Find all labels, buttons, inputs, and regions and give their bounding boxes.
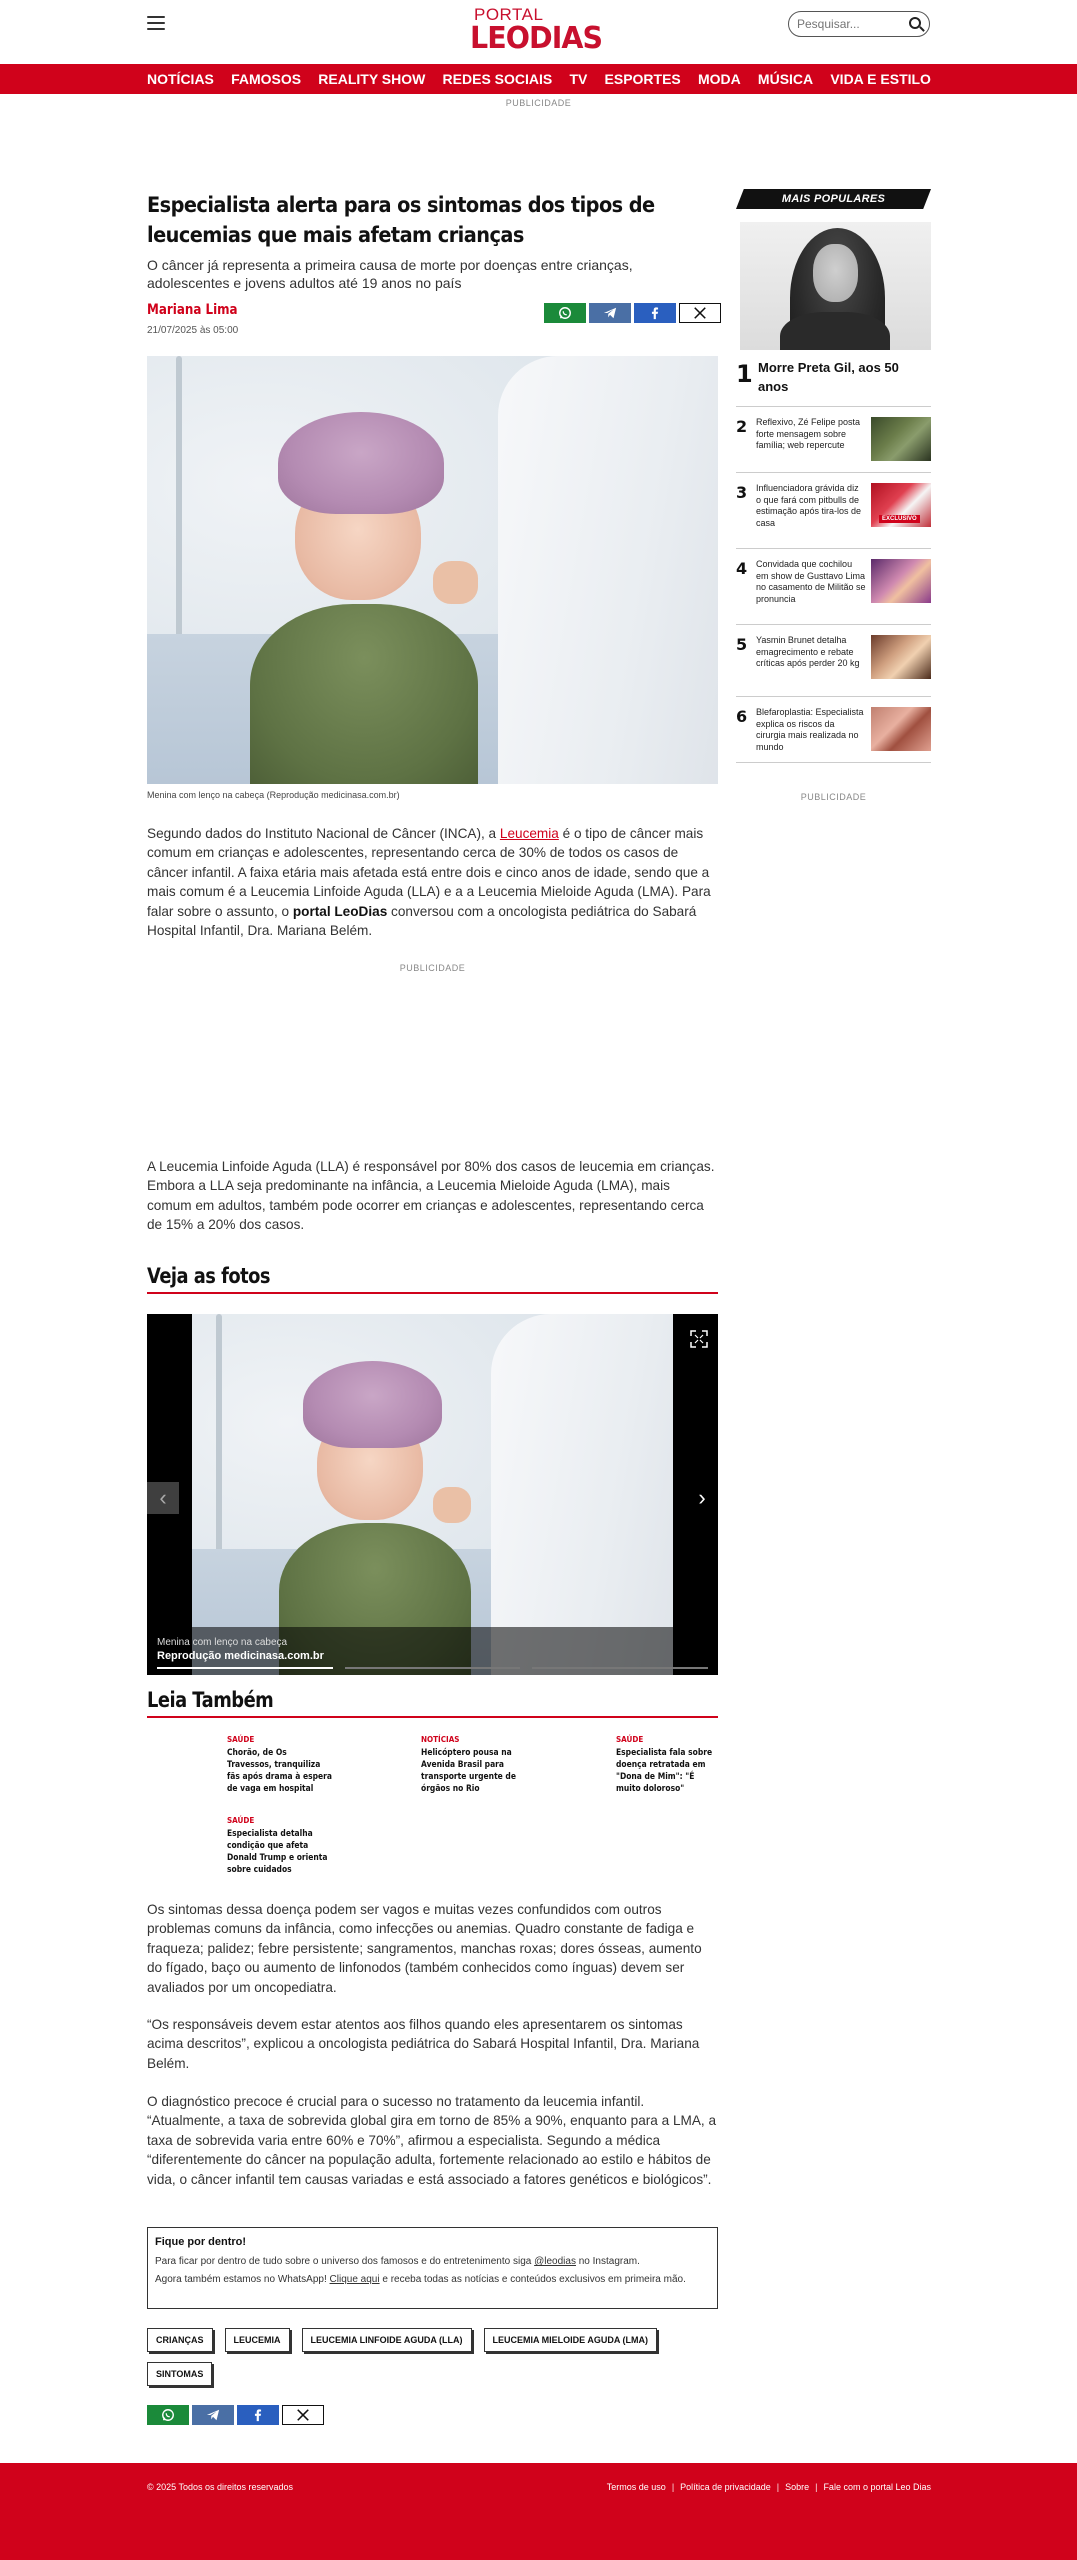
search-box[interactable] — [788, 11, 930, 37]
related-title[interactable]: Especialista detalha condição que afeta Donald Trump e orienta sobre cuidados — [227, 1829, 328, 1875]
footer-copyright: © 2025 Todos os direitos reservados — [147, 2482, 294, 2492]
rank-number: 6 — [736, 707, 748, 726]
nav-item-musica[interactable]: MÚSICA — [757, 71, 814, 87]
logo-small-text: PORTAL — [474, 5, 544, 24]
facebook-share-button[interactable] — [237, 2405, 279, 2425]
p1-text-a: Segundo dados do Instituto Nacional de Câncer (INCA), a — [147, 826, 500, 841]
article-title: Especialista alerta para os sintomas dos tipos de leucemias que mais afetam crianças — [147, 193, 655, 247]
photo-gallery[interactable] — [147, 1314, 718, 1675]
gallery-caption-line1: Menina com lenço na cabeça — [157, 1637, 288, 1648]
popular-thumbnail[interactable] — [871, 635, 931, 679]
site-logo[interactable] — [470, 6, 610, 56]
article-subtitle: O câncer já representa a primeira causa de morte por doenças entre crianças, adolescentes e jovens adultos até 19 anos no país — [147, 257, 633, 291]
gallery-prev-button[interactable] — [147, 1482, 179, 1514]
nav-item-reality-show[interactable]: REALITY SHOW — [318, 71, 426, 87]
related-category: NOTÍCIAS — [421, 1735, 460, 1744]
leucemia-link[interactable]: Leucemia — [499, 826, 559, 841]
popular-thumbnail[interactable] — [871, 483, 931, 527]
rank-number: 5 — [736, 635, 748, 654]
gallery-title-text: Veja as fotos — [147, 1264, 271, 1288]
article-paragraph-4: “Os responsáveis devem estar atentos aos filhos quando eles apresentarem os sintomas acima descritos”, explicou a oncologista pediátrica do Sabará Hospital Infantil, Dra. Mariana Belém. — [147, 2017, 700, 2071]
ad-label-mid: PUBLICIDADE — [399, 963, 466, 973]
tag-lma[interactable]: LEUCEMIA MIELOIDE AGUDA (LMA) — [484, 2328, 658, 2352]
search-icon[interactable] — [909, 17, 921, 29]
facebook-icon — [648, 306, 662, 320]
footer-separator: | — [671, 2482, 675, 2492]
popular-item-1[interactable] — [736, 358, 931, 404]
follow-box-line2 — [155, 2273, 710, 2286]
popular-thumbnail[interactable] — [871, 707, 931, 751]
related-article[interactable] — [227, 1816, 337, 1876]
ad-label-sidebar: PUBLICIDADE — [800, 792, 867, 802]
footer-link-sobre[interactable]: Sobre — [785, 2482, 810, 2492]
footer-separator: | — [776, 2482, 780, 2492]
popular-item-6[interactable] — [736, 696, 931, 758]
mais-populares-title: MAIS POPULARES — [781, 193, 886, 205]
article-hero-image[interactable] — [147, 356, 718, 784]
related-article[interactable] — [616, 1735, 726, 1795]
gallery-next-button[interactable] — [686, 1482, 718, 1514]
main-nav — [0, 64, 1077, 94]
telegram-icon — [206, 2408, 220, 2422]
gallery-indicator[interactable] — [157, 1667, 333, 1669]
instagram-link[interactable]: @leodias — [534, 2256, 576, 2267]
ad-label-top: PUBLICIDADE — [505, 98, 572, 108]
nav-item-vida-e-estilo[interactable]: VIDA E ESTILO — [830, 71, 931, 87]
chevron-left-icon: ‹ — [159, 1485, 167, 1510]
article-paragraph-5: O diagnóstico precoce é crucial para o sucesso no tratamento da leucemia infantil. “Atualmente, a taxa de sobrevida global gira em torno de 85% a 90%, enquanto para a LMA, a taxa de sobrevida varia entre 60% e 70%”, afirmou a especialista. Segundo a médica “diferentemente do câncer na população adulta, fortemente relacionado ao estilo e hábitos de vida, o câncer infantil tem causas variadas e está associado a fatores genéticos e biológicos”. — [147, 2094, 717, 2187]
article-paragraph-2: A Leucemia Linfoide Aguda (LLA) é responsável por 80% dos casos de leucemia em crianças. Embora a LLA seja predominante na infância, a Leucemia Mieloide Aguda (LMA), mais comum em adultos, também pode ocorrer em crianças e adolescentes, representando cerca de 15% a 20% dos casos. — [147, 1159, 715, 1233]
mais-populares-header — [736, 189, 931, 209]
footer-link-termos[interactable]: Termos de uso — [606, 2482, 666, 2492]
footer-link-fale-conosco[interactable]: Fale com o portal Leo Dias — [823, 2482, 931, 2492]
popular-item-3[interactable] — [736, 472, 931, 534]
telegram-share-button[interactable] — [589, 303, 631, 323]
nav-item-tv[interactable]: TV — [569, 71, 588, 87]
menu-icon[interactable] — [147, 16, 165, 30]
nav-item-esportes[interactable]: ESPORTES — [604, 71, 681, 87]
whatsapp-share-button[interactable] — [147, 2405, 189, 2425]
article-paragraph-3: Os sintomas dessa doença podem ser vagos e muitas vezes confundidos com outros problemas comuns da infância, como infecções ou anemias. Quadro constante de fadiga e fraqueza; palidez; febre persistente; sangramentos, manchas roxas; dores ósseas, aumento do fígado, baço ou aumento de linfonodos (também conhecidos como ínguas) devem ser avaliados por um oncopediatra. — [147, 1902, 702, 1995]
popular-item-4[interactable] — [736, 548, 931, 610]
popular-item-2[interactable] — [736, 406, 931, 468]
rank-number: 2 — [736, 417, 748, 436]
exclusive-badge: EXCLUSIVO — [879, 515, 920, 523]
related-title[interactable]: Helicóptero pousa na Avenida Brasil para transporte urgente de órgãos no Rio — [421, 1748, 516, 1794]
logo-big-text: LEODIAS — [470, 21, 603, 56]
share-bar-bottom — [147, 2405, 324, 2425]
popular-thumbnail[interactable] — [871, 417, 931, 461]
popular-title[interactable]: Influenciadora grávida diz o que fará com pitbulls de estimação após tira-los de casa — [756, 483, 862, 528]
x-share-button[interactable] — [282, 2405, 324, 2425]
p1-bold: portal LeoDias — [292, 903, 388, 919]
child-photo — [147, 356, 718, 784]
x-icon — [693, 306, 707, 320]
footer-separator: | — [815, 2482, 818, 2492]
related-title[interactable]: Chorão, de Os Travessos, tranquiliza fãs após drama à espera de vaga em hospital — [227, 1748, 332, 1794]
follow-text: Para ficar por dentro de tudo sobre o universo dos famosos e do entretenimento siga — [155, 2256, 535, 2267]
whatsapp-icon — [558, 306, 572, 320]
gallery-indicator[interactable] — [345, 1667, 521, 1669]
article-paragraph-1 — [147, 824, 718, 940]
related-article[interactable] — [421, 1735, 531, 1795]
related-category: SAÚDE — [616, 1735, 644, 1744]
hero-image-caption: Menina com lenço na cabeça (Reprodução medicinasa.com.br) — [147, 790, 400, 800]
popular-item-5[interactable] — [736, 624, 931, 686]
facebook-icon — [251, 2408, 265, 2422]
p1-text-c: conversou com a oncologista pediátrica do Sabará Hospital Infantil, Dra. Mariana Belém. — [147, 903, 697, 939]
follow-text: e receba todas as notícias e conteúdos exclusivos em primeira mão. — [379, 2274, 686, 2285]
rank-number: 1 — [736, 360, 753, 388]
tag-lla[interactable]: LEUCEMIA LINFOIDE AGUDA (LLA) — [302, 2328, 472, 2352]
leia-tambem-title-text: Leia Também — [147, 1688, 274, 1712]
related-article[interactable] — [227, 1735, 337, 1795]
facebook-share-button[interactable] — [634, 303, 676, 323]
whatsapp-icon — [161, 2408, 175, 2422]
gallery-section-title — [147, 1264, 718, 1294]
search-input[interactable] — [797, 17, 897, 31]
share-bar-top — [544, 303, 721, 323]
popular-title[interactable]: Convidada que cochilou em show de Gusttavo Lima no casamento de Militão se pronuncia — [756, 559, 866, 604]
nav-item-redes-sociais[interactable]: REDES SOCIAIS — [442, 71, 553, 87]
nav-item-noticias[interactable]: NOTÍCIAS — [147, 71, 214, 87]
footer-link-privacidade[interactable]: Política de privacidade — [680, 2482, 771, 2492]
telegram-share-button[interactable] — [192, 2405, 234, 2425]
follow-text: no Instagram. — [575, 2256, 640, 2267]
whatsapp-share-button[interactable] — [544, 303, 586, 323]
follow-box — [147, 2227, 718, 2309]
site-footer — [0, 2463, 1077, 2560]
related-category: SAÚDE — [227, 1816, 255, 1825]
follow-box-heading: Fique por dentro! — [155, 2236, 247, 2248]
popular-title[interactable]: Reflexivo, Zé Felipe posta forte mensagem sobre família; web repercute — [756, 417, 861, 451]
nav-item-moda[interactable]: MODA — [697, 71, 741, 87]
popular-title[interactable]: Morre Preta Gil, aos 50 anos — [758, 360, 899, 394]
featured-popular-image[interactable] — [740, 222, 931, 350]
gallery-caption-line2: Reprodução medicinasa.com.br — [157, 1650, 324, 1662]
whatsapp-link[interactable]: Clique aqui — [329, 2274, 380, 2285]
tag-list — [147, 2328, 718, 2386]
x-icon — [296, 2408, 310, 2422]
sidebar-divider — [736, 762, 931, 763]
leia-tambem-title — [147, 1688, 718, 1718]
rank-number: 4 — [736, 559, 748, 578]
p1-text-b: é o tipo de câncer mais comum em crianças e adolescentes, representando cerca de 30% de todos os casos de câncer infantil. A faixa etária mais afetada está entre dois e cinco anos de idade, sendo que a mais comum é a Leucemia Linfoide Aguda (LLA) e a a Leucemia Mieloide Aguda (LMA). Para falar sobre o assunto, o — [147, 826, 711, 919]
follow-text: Agora também estamos no WhatsApp! — [155, 2274, 330, 2285]
tag-sintomas[interactable]: SINTOMAS — [147, 2362, 212, 2386]
popular-title[interactable]: Yasmin Brunet detalha emagrecimento e rebate críticas após perder 20 kg — [756, 635, 860, 669]
follow-box-line1 — [155, 2255, 710, 2268]
related-title[interactable]: Especialista fala sobre doença retratada em "Dona de Mim": "É muito doloroso" — [616, 1748, 713, 1794]
related-category: SAÚDE — [227, 1735, 255, 1744]
tag-criancas[interactable]: CRIANÇAS — [147, 2328, 213, 2352]
nav-item-famosos[interactable]: FAMOSOS — [231, 71, 302, 87]
x-share-button[interactable] — [679, 303, 721, 323]
telegram-icon — [603, 306, 617, 320]
popular-thumbnail[interactable] — [871, 559, 931, 603]
footer-links — [607, 2482, 931, 2492]
expand-icon[interactable] — [690, 1330, 708, 1348]
top-bar — [0, 0, 1077, 64]
chevron-right-icon: › — [698, 1485, 706, 1510]
article-date: 21/07/2025 às 05:00 — [147, 325, 239, 336]
gallery-progress — [157, 1667, 708, 1669]
rank-number: 3 — [736, 483, 748, 502]
gallery-indicator[interactable] — [532, 1667, 708, 1669]
gallery-photo — [192, 1314, 673, 1675]
popular-title[interactable]: Blefaroplastia: Especialista explica os riscos da cirurgia mais realizada no mundo — [756, 707, 864, 752]
tag-leucemia[interactable]: LEUCEMIA — [225, 2328, 290, 2352]
article-author[interactable]: Mariana Lima — [147, 302, 238, 318]
